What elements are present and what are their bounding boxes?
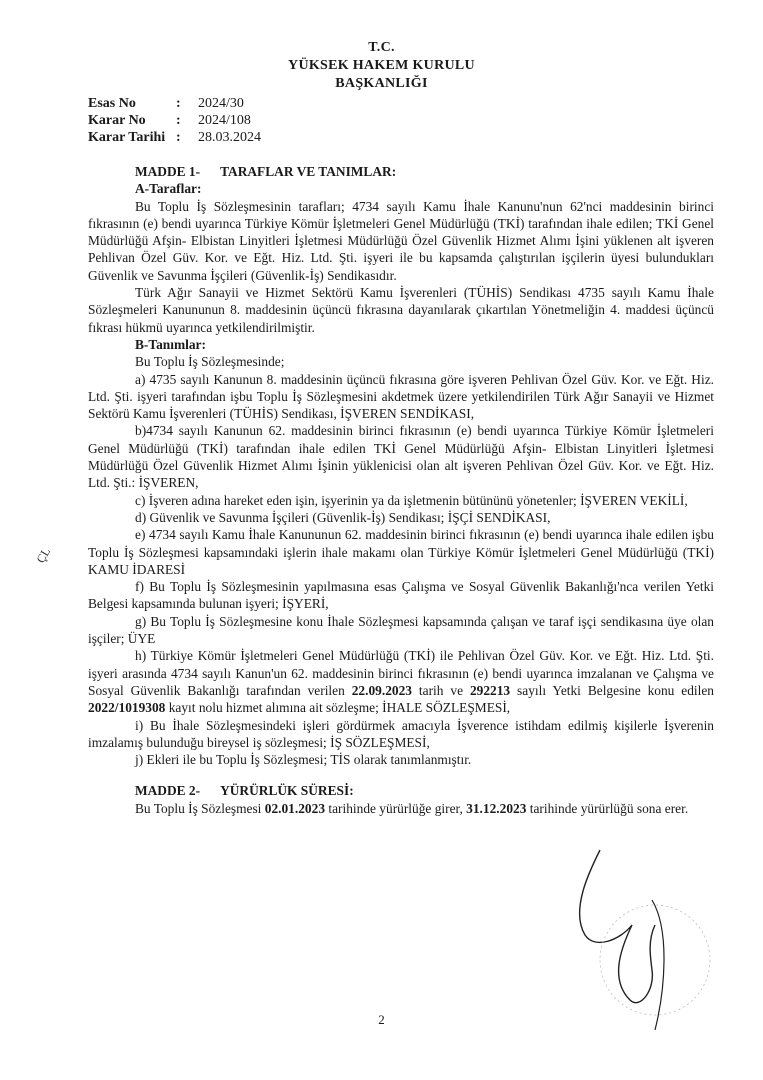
parties-paragraph-1: Bu Toplu İş Sözleşmesinin tarafları; 4734 sayılı Kamu İhale Kanunu'nun 62'nci maddesinin birinci fıkrasının (e) bendi uyarınca Türkiye Kömür İşletmeleri Genel Müdürlüğü (TKİ) tarafından ihale edilen; TKİ Genel Müdürlüğü Afşin- Elbistan Linyitleri İşletmesi Müdürlüğü Özel Güvenlik Hizmet Alımı İşini yüklenen alt işveren Pehlivan Özel Güv. Kor. ve Eğt. Hiz. Ltd. Şti. işyeri ile bu kapsamda çalıştırılan işçilerin üyesi bulundukları Güvenlik ve Savunma İşçileri (Güvenlik-İş) Sendikasıdır.	[88, 198, 714, 283]
validity-paragraph	[88, 800, 714, 817]
item-h-date: 22.09.2023	[351, 682, 412, 698]
definition-item-e: e) 4734 sayılı Kamu İhale Kanununun 62. maddesinin birinci fıkrasının (e) bendi uyarınca ihale edilen işbu Toplu İş Sözleşmesi kapsamındaki işlerin ihale makamı olan Türkiye Kömür İşletmeleri Genel Müdürlüğü (TKİ) KAMU İDARESİ	[88, 527, 714, 577]
meta-key: Esas No	[88, 96, 136, 111]
item-h-text: tarih ve	[411, 682, 470, 698]
article-1-title: TARAFLAR VE TANIMLAR:	[220, 164, 397, 179]
definition-item-a: a) 4735 sayılı Kanunun 8. maddesinin üçüncü fıkrasına göre işveren Pehlivan Özel Güv. Kor. ve Eğt. Hiz. Ltd. Şti. işyeri tarafından işbu Toplu İş Sözleşmesini akdetmek üzere yetkilendirilen Türk Ağır Sanayii ve Hizmet Sektörü Kamu İşverenleri (TÜHİS) Sendikası, İŞVEREN SENDİKASI,	[88, 371, 714, 422]
definition-item-i: i) Bu İhale Sözleşmesindeki işleri gördürmek amacıyla İşverence istihdam edilmiş kişilerle İşverenin imzalamış bulunduğu bireysel iş sözleşmesi; İŞ SÖZLEŞMESİ,	[88, 717, 714, 750]
item-h-text: kayıt nolu hizmet alımına ait sözleşme; İHALE SÖZLEŞMESİ,	[165, 700, 511, 716]
article-1-heading	[88, 163, 714, 180]
validity-text: tarihinde yürürlüğe girer,	[325, 800, 467, 816]
definition-item-c: c) İşveren adına hareket eden işin, işyerinin ya da işletmenin bütününü yönetenler; İŞVEREN VEKİLİ,	[135, 492, 688, 508]
karar-tarihi-row	[88, 129, 261, 146]
meta-value: 2024/108	[198, 113, 251, 128]
definition-item-b: b)4734 sayılı Kanunun 62. maddesinin birinci fıkrasının (e) bendi uyarınca Türkiye Kömür İşletmeleri Genel Müdürlüğü (TKİ) tarafından ihale edilen TKİ Genel Müdürlüğü Afşin- Elbistan Linyitleri İşletmesi Müdürlüğü Özel Güvenlik Hizmet Alımı İşinin yüklenicisi olan alt işveren Pehlivan Özel Güv. Kor. ve Eğt. Hiz. Ltd. Şti.: İŞVEREN,	[88, 423, 714, 491]
case-info	[88, 95, 261, 146]
header-institution: YÜKSEK HAKEM KURULU	[288, 58, 475, 73]
definition-item-f: f) Bu Toplu İş Sözleşmesinin yapılmasına esas Çalışma ve Sosyal Güvenlik Bakanlığı'nca verilen Yetki Belgesi kapsamında bulunan işyeri; İŞYERİ,	[88, 579, 714, 612]
definitions-intro: Bu Toplu İş Sözleşmesinde;	[135, 354, 285, 370]
item-h-registry-number: 2022/1019308	[88, 700, 166, 716]
signature-icon	[560, 840, 720, 1040]
definitions-heading: B-Tanımlar:	[135, 336, 206, 352]
karar-no-row	[88, 112, 261, 129]
page-number: 2	[378, 1012, 385, 1027]
article-2-heading	[88, 782, 714, 799]
meta-value: 2024/30	[198, 96, 244, 111]
validity-end-date: 31.12.2023	[466, 800, 527, 816]
validity-text: Bu Toplu İş Sözleşmesi	[135, 800, 265, 816]
validity-start-date: 02.01.2023	[264, 800, 326, 816]
header-tc: T.C.	[368, 40, 395, 55]
meta-sep: :	[176, 96, 181, 111]
meta-value: 28.03.2024	[198, 130, 261, 145]
definition-item-j: j) Ekleri ile bu Toplu İş Sözleşmesi; TİS olarak tanımlanmıştır.	[135, 752, 472, 768]
validity-text: tarihinde yürürlüğü sona erer.	[526, 800, 689, 816]
article-1-number: MADDE 1-	[135, 164, 201, 179]
meta-key: Karar Tarihi	[88, 130, 166, 145]
definition-item-h	[88, 647, 714, 716]
margin-initials: ÇL	[33, 545, 54, 566]
item-h-text: h) Türkiye Kömür İşletmeleri Genel Müdürlüğü (TKİ) ile Pehlivan Özel Güv. Kor. ve Eğt. Hiz. Ltd. Şti. işyeri arasında 4734 sayılı Kanun'un 62. maddesinin birinci fıkrasının (e) bendi uyarınca imzalanan ve Çalışma ve Sosyal Güvenlik Bakanlığı tarafından verilen	[88, 648, 714, 698]
document-body	[88, 163, 714, 817]
article-2-title: YÜRÜRLÜK SÜRESİ:	[220, 783, 354, 799]
header-presidency: BAŞKANLIĞI	[335, 76, 428, 91]
definition-item-g: g) Bu Toplu İş Sözleşmesine konu İhale Sözleşmesi kapsamında çalışan ve taraf işçi sendikasına üye olan işçiler; ÜYE	[88, 613, 714, 647]
parties-heading: A-Taraflar:	[135, 181, 202, 197]
section-gap	[88, 768, 714, 782]
meta-sep: :	[176, 113, 181, 128]
item-h-text: sayılı Yetki Belgesine konu edilen	[510, 682, 714, 698]
meta-key: Karar No	[88, 113, 146, 128]
esas-no-row	[88, 95, 261, 112]
article-2-number: MADDE 2-	[135, 783, 201, 799]
parties-paragraph-2: Türk Ağır Sanayii ve Hizmet Sektörü Kamu İşverenleri (TÜHİS) Sendikası 4735 sayılı Kamu İhale Sözleşmeleri Kanununun 8. maddesinin üçüncü fıkrasına dayanılarak çıkartılan Yönetmeliğin 4. maddesi üçüncü fıkrası hükmü uyarınca yetkilendirilmiştir.	[88, 285, 714, 335]
meta-sep: :	[176, 130, 181, 145]
item-h-authorization-number: 292213	[469, 682, 511, 698]
definition-item-d: d) Güvenlik ve Savunma İşçileri (Güvenlik-İş) Sendikası; İŞÇİ SENDİKASI,	[135, 509, 551, 525]
